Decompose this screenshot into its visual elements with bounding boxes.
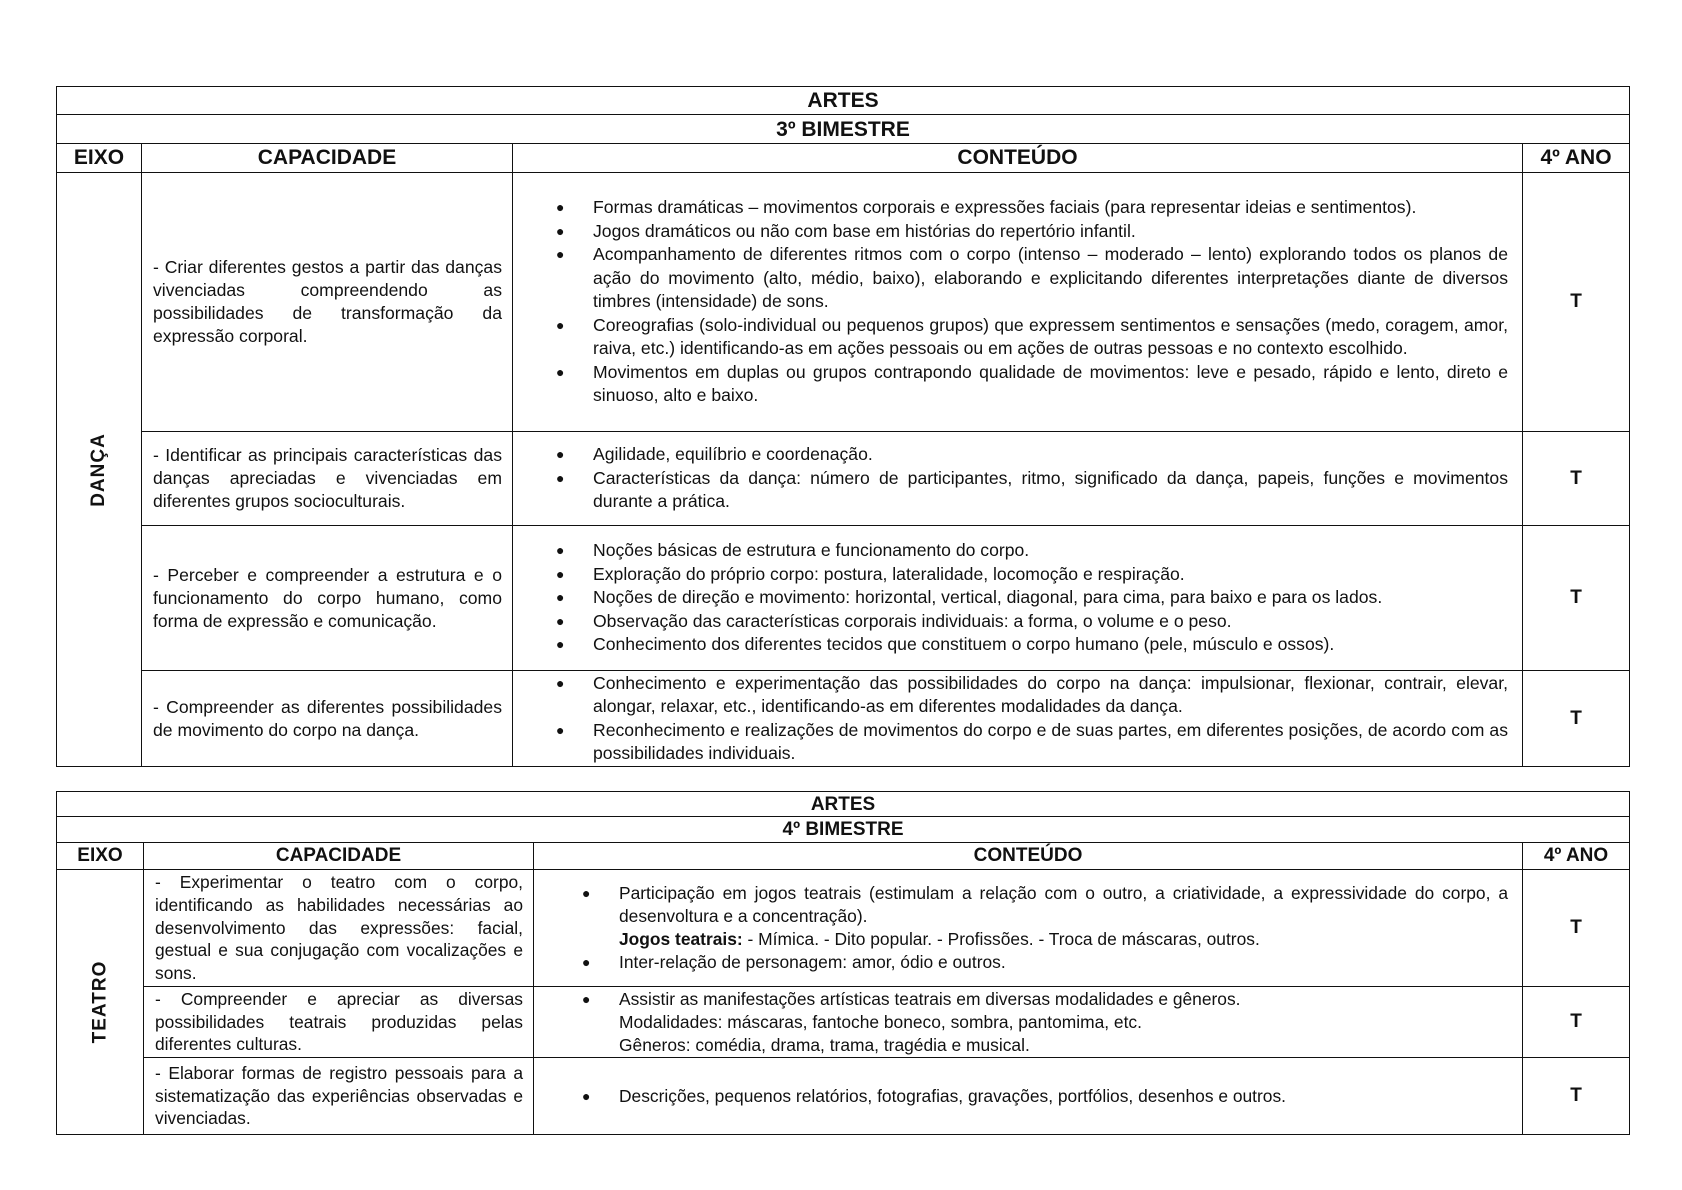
header-conteudo: CONTEÚDO — [534, 843, 1523, 870]
bullet-icon: ● — [556, 542, 565, 559]
conteudo-list — [513, 443, 1508, 514]
header-conteudo: CONTEÚDO — [513, 144, 1523, 173]
bullet-icon: ● — [556, 721, 565, 738]
conteudo-list — [513, 539, 1508, 657]
table-row — [57, 432, 1630, 526]
list-item: ● Jogos dramáticos ou não com base em histórias do repertório infantil. — [593, 220, 1508, 244]
capacidade-cell: - Elaborar formas de registro pessoais para a sistematização das experiências observadas e vivenciadas. — [144, 1058, 534, 1135]
capacidade-cell: - Compreender as diferentes possibilidades de movimento do corpo na dança. — [142, 671, 513, 767]
capacidade-cell: - Perceber e compreender a estrutura e o funcionamento do corpo humano, como forma de expressão e comunicação. — [142, 526, 513, 671]
bullet-icon: ● — [556, 446, 565, 463]
eixo-label: DANÇA — [87, 432, 109, 507]
modalidades-line: Modalidades: máscaras, fantoche boneco, sombra, pantomima, etc. — [619, 1011, 1142, 1032]
bullet-icon: ● — [556, 316, 565, 333]
eixo-cell — [57, 173, 142, 767]
table-row — [57, 870, 1630, 987]
conteudo-list — [534, 882, 1508, 974]
table-row — [57, 987, 1630, 1058]
ano-cell: T — [1523, 173, 1630, 432]
bullet-icon: ● — [556, 199, 565, 216]
subject-title: ARTES — [57, 792, 1630, 817]
conteudo-cell — [534, 870, 1523, 987]
eixo-cell — [57, 870, 144, 1135]
list-item: ● Descrições, pequenos relatórios, fotografias, gravações, portfólios, desenhos e outros. — [582, 1085, 1287, 1106]
list-item: ● Assistir as manifestações artísticas teatrais em diversas modalidades e gêneros. Modalidades: máscaras, fantoche boneco, sombra, pantomima, etc. Gêneros: comédia, drama, trama, tragédia e musical. — [619, 988, 1508, 1057]
conteudo-cell — [534, 987, 1523, 1058]
bimestre-title: 4º BIMESTRE — [57, 817, 1630, 843]
list-item: ● Conhecimento dos diferentes tecidos que constituem o corpo humano (pele, músculo e ossos). — [593, 633, 1508, 657]
bullet-icon: ● — [556, 589, 565, 606]
bullet-icon: ● — [556, 612, 565, 629]
header-capacidade: CAPACIDADE — [142, 144, 513, 173]
list-item: ● Agilidade, equilíbrio e coordenação. — [593, 443, 1508, 467]
list-item: ● Movimentos em duplas ou grupos contrapondo qualidade de movimentos: leve e pesado, rápido e lento, direto e sinuoso, alto e baixo. — [556, 361, 1508, 406]
table-row — [57, 173, 1630, 432]
capacidade-cell: - Criar diferentes gestos a partir das danças vivenciadas compreendendo as possibilidades de transformação da expressão corporal. — [142, 173, 513, 432]
list-item: ● Conhecimento e experimentação das possibilidades do corpo na dança: impulsionar, flexionar, contrair, elevar, alongar, relaxar, etc., identificando-as em diferentes modalidades da dança. — [556, 672, 1508, 716]
header-ano: 4º ANO — [1523, 843, 1630, 870]
conteudo-cell — [513, 173, 1523, 432]
bullet-icon: ● — [582, 1087, 591, 1104]
bullet-icon: ● — [556, 222, 565, 239]
ano-cell: T — [1523, 432, 1630, 526]
conteudo-cell — [513, 671, 1523, 767]
bullet-icon: ● — [582, 885, 591, 901]
list-item: ● Noções básicas de estrutura e funcionamento do corpo. — [593, 539, 1508, 563]
conteudo-list — [513, 196, 1508, 408]
capacidade-cell: - Experimentar o teatro com o corpo, identificando as habilidades necessárias ao desenvolvimento das expressões: facial, gestual e sua conjugação com vocalizações e sons. — [144, 870, 534, 987]
subject-title: ARTES — [57, 87, 1630, 115]
ano-cell: T — [1523, 987, 1630, 1058]
ano-cell: T — [1523, 1058, 1630, 1135]
ano-cell: T — [1523, 870, 1630, 987]
jogos-teatrais-line: Jogos teatrais: - Mímica. - Dito popular. - Profissões. - Troca de máscaras, outros. — [619, 929, 1260, 949]
ano-cell: T — [1523, 526, 1630, 671]
ano-cell: T — [1523, 671, 1630, 767]
conteudo-cell — [513, 432, 1523, 526]
bullet-icon: ● — [582, 954, 591, 970]
bullet-icon: ● — [556, 469, 565, 486]
curriculum-table-3-bimestre — [56, 86, 1630, 767]
eixo-label: TEATRO — [88, 960, 110, 1044]
list-item: ● Acompanhamento de diferentes ritmos com o corpo (intenso – moderado – lento) explorando todos os planos de ação do movimento (alto, médio, baixo), elaborando e explicitando diferentes interpretações diante de diversos timbres (intensidade) de sons. — [556, 244, 1508, 312]
bullet-icon: ● — [556, 636, 565, 653]
list-item: ● Características da dança: número de participantes, ritmo, significado da dança, papeis, funções e movimentos durante a prática. — [556, 467, 1508, 512]
header-capacidade: CAPACIDADE — [144, 843, 534, 870]
list-item: ● Exploração do próprio corpo: postura, lateralidade, locomoção e respiração. — [593, 563, 1508, 587]
list-item: ● Inter-relação de personagem: amor, ódio e outros. — [582, 952, 1006, 972]
capacidade-cell: - Identificar as principais características das danças apreciadas e vivenciadas em diferentes grupos socioculturais. — [142, 432, 513, 526]
conteudo-list — [534, 988, 1508, 1057]
bullet-icon: ● — [556, 674, 565, 691]
header-eixo: EIXO — [57, 843, 144, 870]
conteudo-list — [534, 1085, 1508, 1108]
curriculum-table-4-bimestre — [56, 791, 1630, 1135]
list-item: ● Observação das características corporais individuais: a forma, o volume e o peso. — [593, 610, 1508, 634]
conteudo-cell — [513, 526, 1523, 671]
bullet-icon: ● — [556, 246, 565, 263]
capacidade-cell: - Compreender e apreciar as diversas possibilidades teatrais produzidas pelas diferentes culturas. — [144, 987, 534, 1058]
bimestre-title: 3º BIMESTRE — [57, 115, 1630, 144]
list-item: ● Reconhecimento e realizações de movimentos do corpo e de suas partes, em diferentes posições, de acordo com as possibilidades individuais. — [556, 719, 1508, 763]
conteudo-cell — [534, 1058, 1523, 1135]
bullet-icon: ● — [556, 363, 565, 380]
list-item: ● Participação em jogos teatrais (estimulam a relação com o outro, a criatividade, a expressividade do corpo, a desenvoltura e a concentração). Jogos teatrais: - Mímica. - Dito popular. - Profissões. - Troca de máscaras, outros. — [582, 883, 1508, 949]
table-row — [57, 1058, 1630, 1135]
list-item: ● Noções de direção e movimento: horizontal, vertical, diagonal, para cima, para baixo e para os lados. — [593, 586, 1508, 610]
bullet-icon: ● — [582, 990, 591, 1007]
table-row — [57, 671, 1630, 767]
header-eixo: EIXO — [57, 144, 142, 173]
list-item: ● Formas dramáticas – movimentos corporais e expressões faciais (para representar ideias e sentimentos). — [593, 196, 1508, 220]
conteudo-list — [513, 672, 1508, 766]
header-ano: 4º ANO — [1523, 144, 1630, 173]
table-row — [57, 526, 1630, 671]
generos-line: Gêneros: comédia, drama, trama, tragédia e musical. — [619, 1034, 1030, 1055]
list-item: ● Coreografias (solo-individual ou pequenos grupos) que expressem sentimentos e sensações (medo, coragem, amor, raiva, etc.) identificando-as em ações pessoais ou em ações de outras pessoas e no contexto escolhido. — [556, 314, 1508, 359]
bullet-icon: ● — [556, 565, 565, 582]
